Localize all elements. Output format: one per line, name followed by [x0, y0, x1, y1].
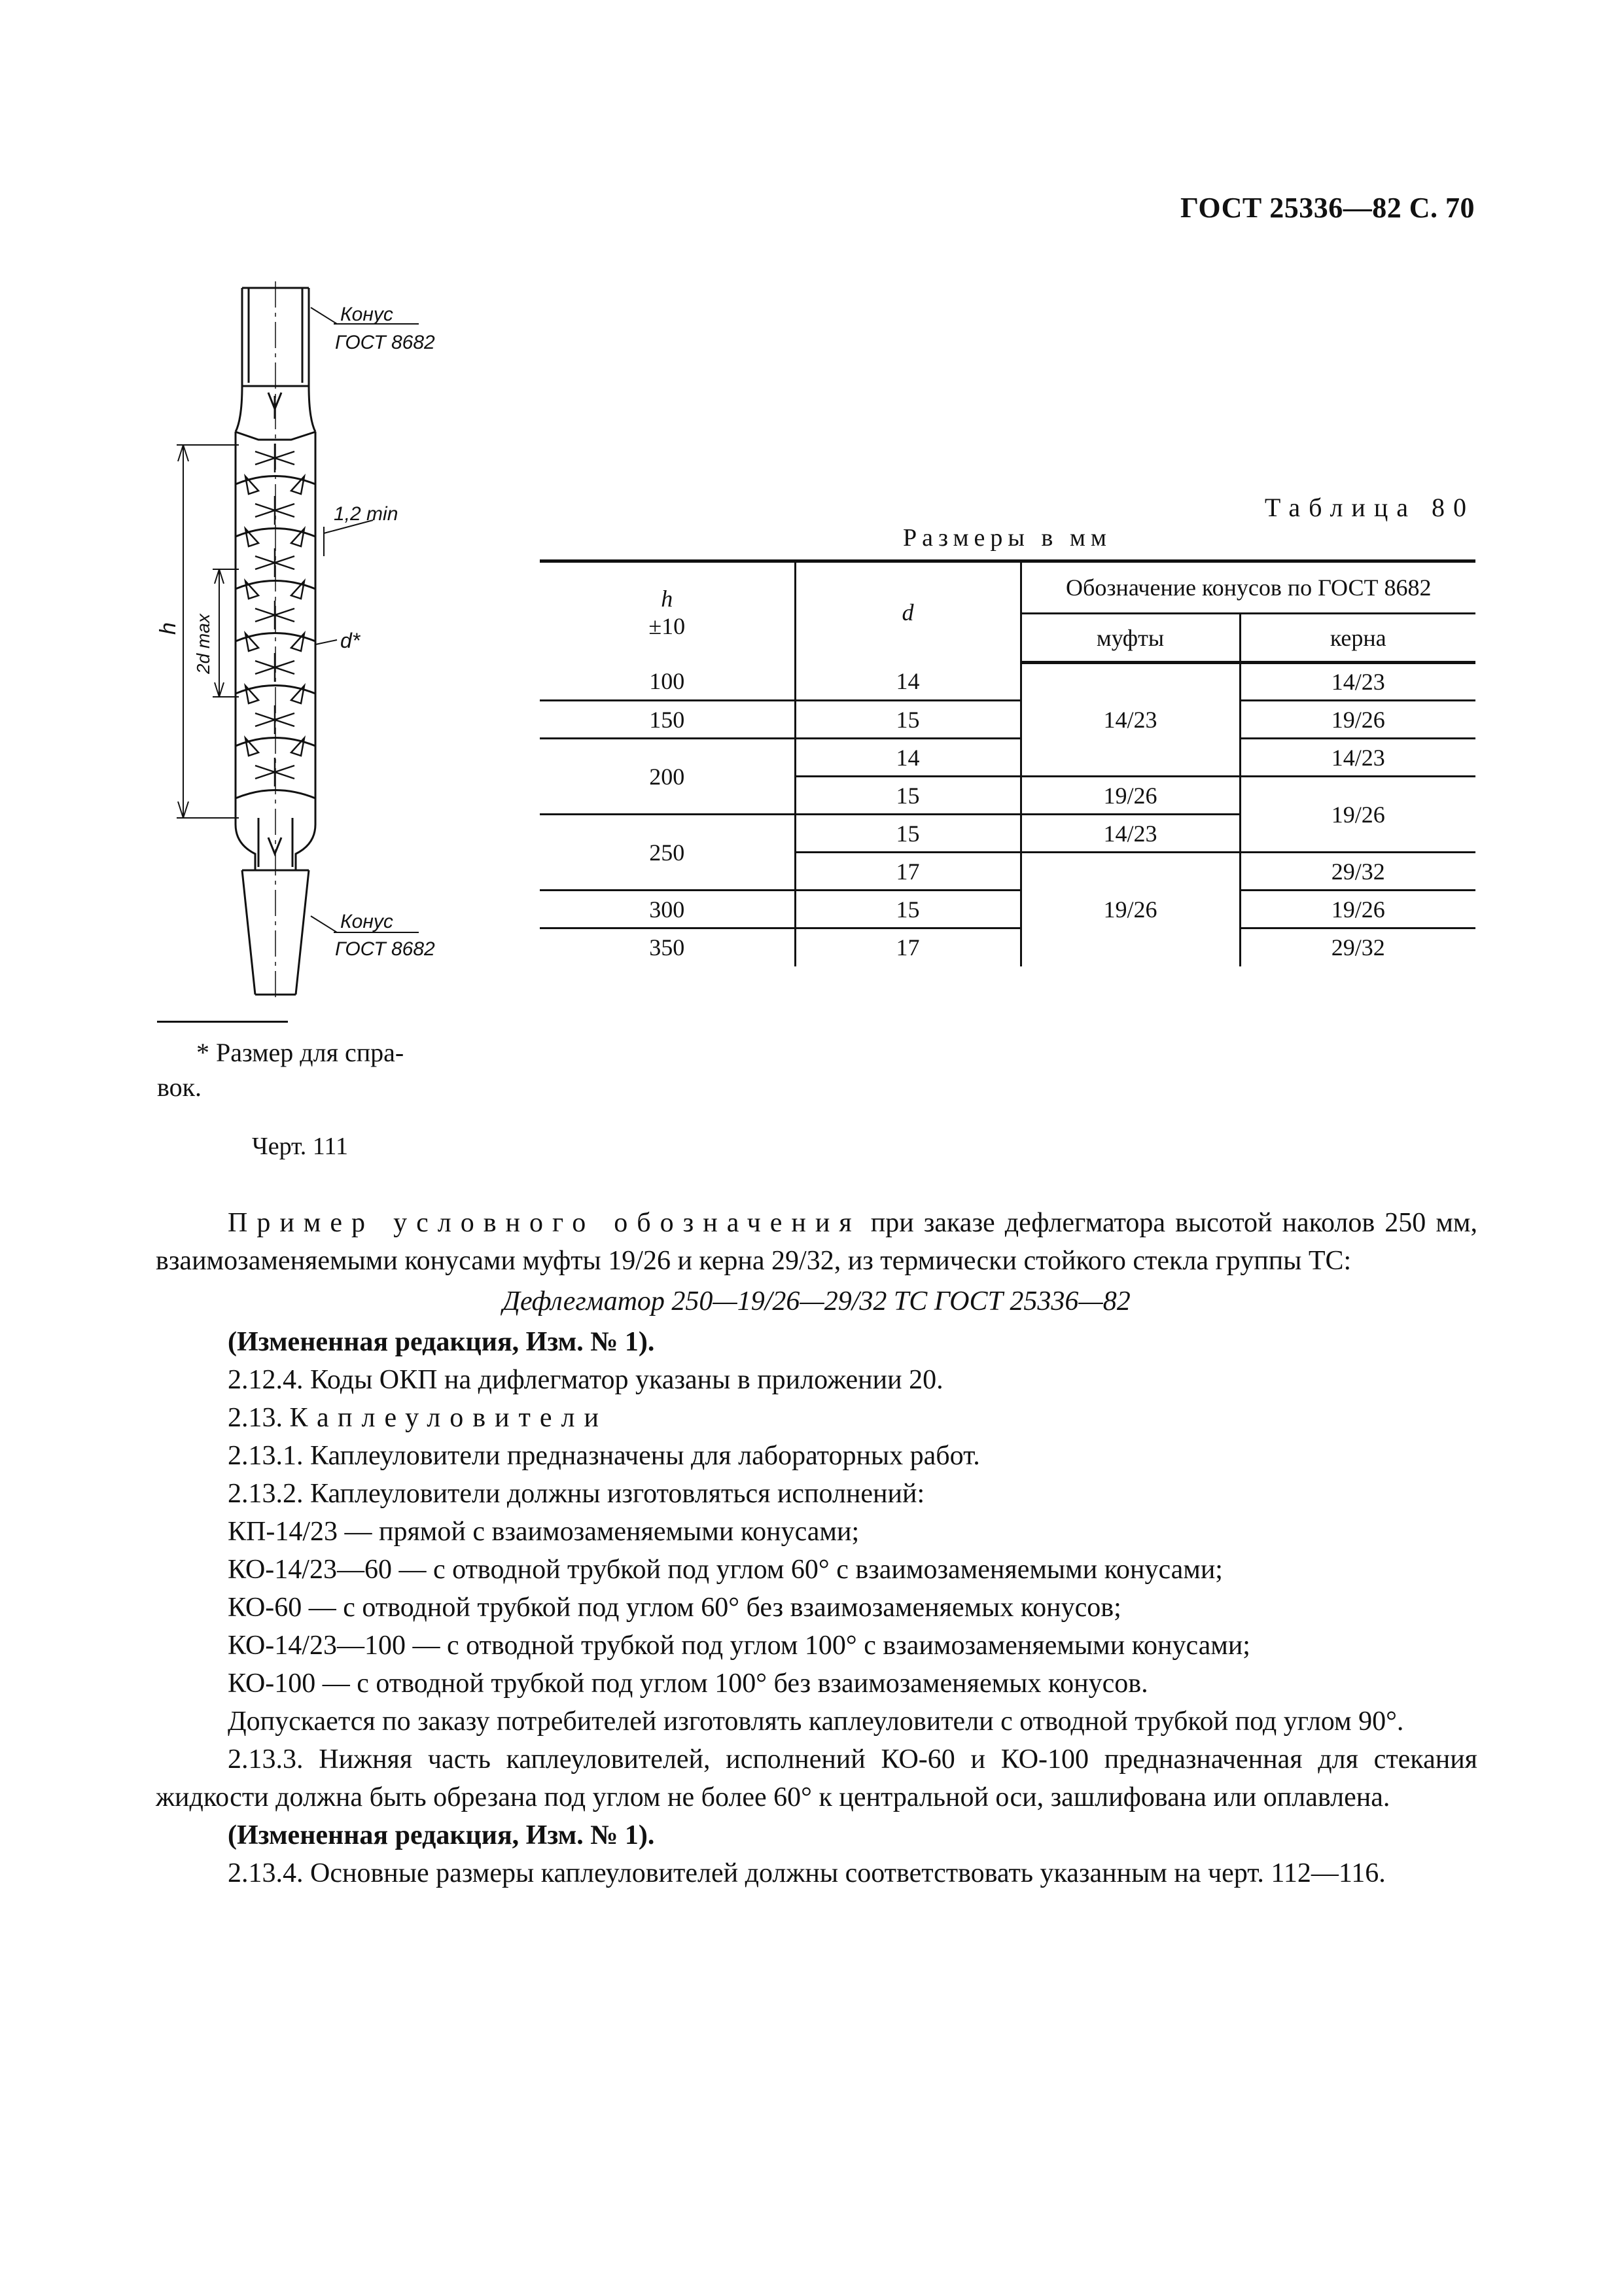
- variant-ko-14-23-60: КО-14/23—60 — с отводной трубкой под углом 60° с взаимозаменяемыми конусами;: [228, 1555, 1223, 1585]
- amendment-note-1: (Измененная редакция, Изм. № 1).: [228, 1327, 655, 1357]
- cell-core: 14/23: [1240, 663, 1475, 701]
- example-label: Пример условного обозначения: [228, 1208, 861, 1238]
- label-gost-top: ГОСТ 8682: [335, 332, 435, 353]
- cell-d: 15: [795, 815, 1021, 853]
- figure-caption: Черт. 111: [252, 1133, 348, 1160]
- variant-ko-60: КО-60 — с отводной трубкой под углом 60° без взаимозаменяемых конусов;: [228, 1593, 1121, 1623]
- cell-coupling: 19/26: [1021, 853, 1240, 966]
- designation-example: Дефлегматор 250—19/26—29/32 ТС ГОСТ 25336—82: [502, 1286, 1131, 1316]
- label-diameter: d*: [340, 629, 361, 652]
- cell-h: 100: [540, 663, 795, 701]
- footnote-line-2: вок.: [157, 1072, 202, 1102]
- section-2-13-heading: [156, 1399, 1477, 1437]
- cell-core: 29/32: [1240, 853, 1475, 891]
- dephlegmator-drawing: [144, 268, 510, 1001]
- label-gost-bottom: ГОСТ 8682: [335, 938, 435, 960]
- label-height: h: [156, 622, 181, 635]
- cell-h: 150: [540, 701, 795, 739]
- allowance-paragraph: Допускается по заказу потребителей изготовлять каплеуловители с отводной трубкой под углом 90°.: [228, 1706, 1404, 1737]
- variant-ko-100: КО-100 — с отводной трубкой под углом 100° без взаимозаменяемых конусов.: [228, 1669, 1148, 1699]
- cell-d: 14: [795, 739, 1021, 777]
- header-coupling: муфты: [1021, 614, 1240, 663]
- cell-core: 29/32: [1240, 928, 1475, 966]
- cell-core: 19/26: [1240, 777, 1475, 853]
- example-text: при заказе дефлегматора высотой наколов 250 мм, взаимозаменяемыми конусами муфты 19/26 и керна 29/32, из термически стойкого стекла группы ТС:: [156, 1208, 1477, 1276]
- variant-kp-14-23: КП-14/23 — прямой с взаимозаменяемыми конусами;: [228, 1517, 860, 1547]
- clause-2-13-2: 2.13.2. Каплеуловители должны изготовляться исполнений:: [228, 1479, 925, 1509]
- cell-d: 14: [795, 663, 1021, 701]
- label-2d-max: 2d max: [193, 614, 213, 674]
- section-number: 2.13.: [228, 1403, 283, 1433]
- cell-coupling: 14/23: [1021, 815, 1240, 853]
- header-cones: Обозначение конусов по ГОСТ 8682: [1021, 561, 1475, 614]
- footnote-line-1: * Размер для спра-: [196, 1038, 404, 1067]
- cell-core: 19/26: [1240, 891, 1475, 928]
- cell-d: 17: [795, 928, 1021, 966]
- amendment-note-2: (Измененная редакция, Изм. № 1).: [228, 1820, 655, 1850]
- cell-d: 17: [795, 853, 1021, 891]
- cell-coupling: 19/26: [1021, 777, 1240, 815]
- page-header: ГОСТ 25336—82 С. 70: [1180, 192, 1475, 224]
- table-row: [540, 739, 1475, 777]
- cell-core: 14/23: [1240, 739, 1475, 777]
- cell-h: 300: [540, 891, 795, 928]
- label-cone-bottom: Конус: [340, 911, 393, 932]
- label-cone-top: Конус: [340, 304, 393, 325]
- clause-2-13-1: 2.13.1. Каплеуловители предназначены для лабораторных работ.: [228, 1441, 980, 1471]
- label-wall-thickness: 1,2 min: [334, 503, 398, 525]
- clause-2-13-3: 2.13.3. Нижняя часть каплеуловителей, исполнений КО-60 и КО-100 предназначенная для стекания жидкости должна быть обрезана под углом не более 60° к центральной оси, зашлифована или оплавлена.: [156, 1744, 1477, 1812]
- dimensions-table: [540, 559, 1475, 966]
- header-d: d: [795, 561, 1021, 663]
- cell-h: 350: [649, 934, 685, 961]
- table-subcaption: Размеры в мм: [903, 524, 1112, 552]
- cell-h: 250: [540, 815, 795, 891]
- table-caption: Таблица 80: [1264, 493, 1475, 522]
- table-row: [540, 891, 1475, 928]
- cell-coupling: 14/23: [1021, 663, 1240, 777]
- clause-2-12-4: 2.12.4. Коды ОКП на дифлегматор указаны в приложении 20.: [228, 1365, 943, 1395]
- cell-core: 19/26: [1240, 701, 1475, 739]
- header-h: h ±10: [540, 561, 795, 663]
- cell-h: 200: [540, 739, 795, 815]
- body-text: [156, 1204, 1477, 1892]
- table-row: [540, 928, 1475, 966]
- clause-2-13-4: 2.13.4. Основные размеры каплеуловителей должны соответствовать указанным на черт. 112—116.: [228, 1858, 1386, 1888]
- cell-d: 15: [795, 891, 1021, 928]
- example-paragraph: [156, 1204, 1477, 1280]
- footnote-rule: [157, 1021, 288, 1023]
- cell-d: 15: [795, 701, 1021, 739]
- section-title: Каплеуловители: [289, 1403, 608, 1433]
- table-row: [540, 701, 1475, 739]
- header-core: керна: [1240, 614, 1475, 663]
- variant-ko-14-23-100: КО-14/23—100 — с отводной трубкой под углом 100° с взаимозаменяемыми конусами;: [228, 1631, 1250, 1661]
- cell-d: 15: [795, 777, 1021, 815]
- table-row: [540, 663, 1475, 701]
